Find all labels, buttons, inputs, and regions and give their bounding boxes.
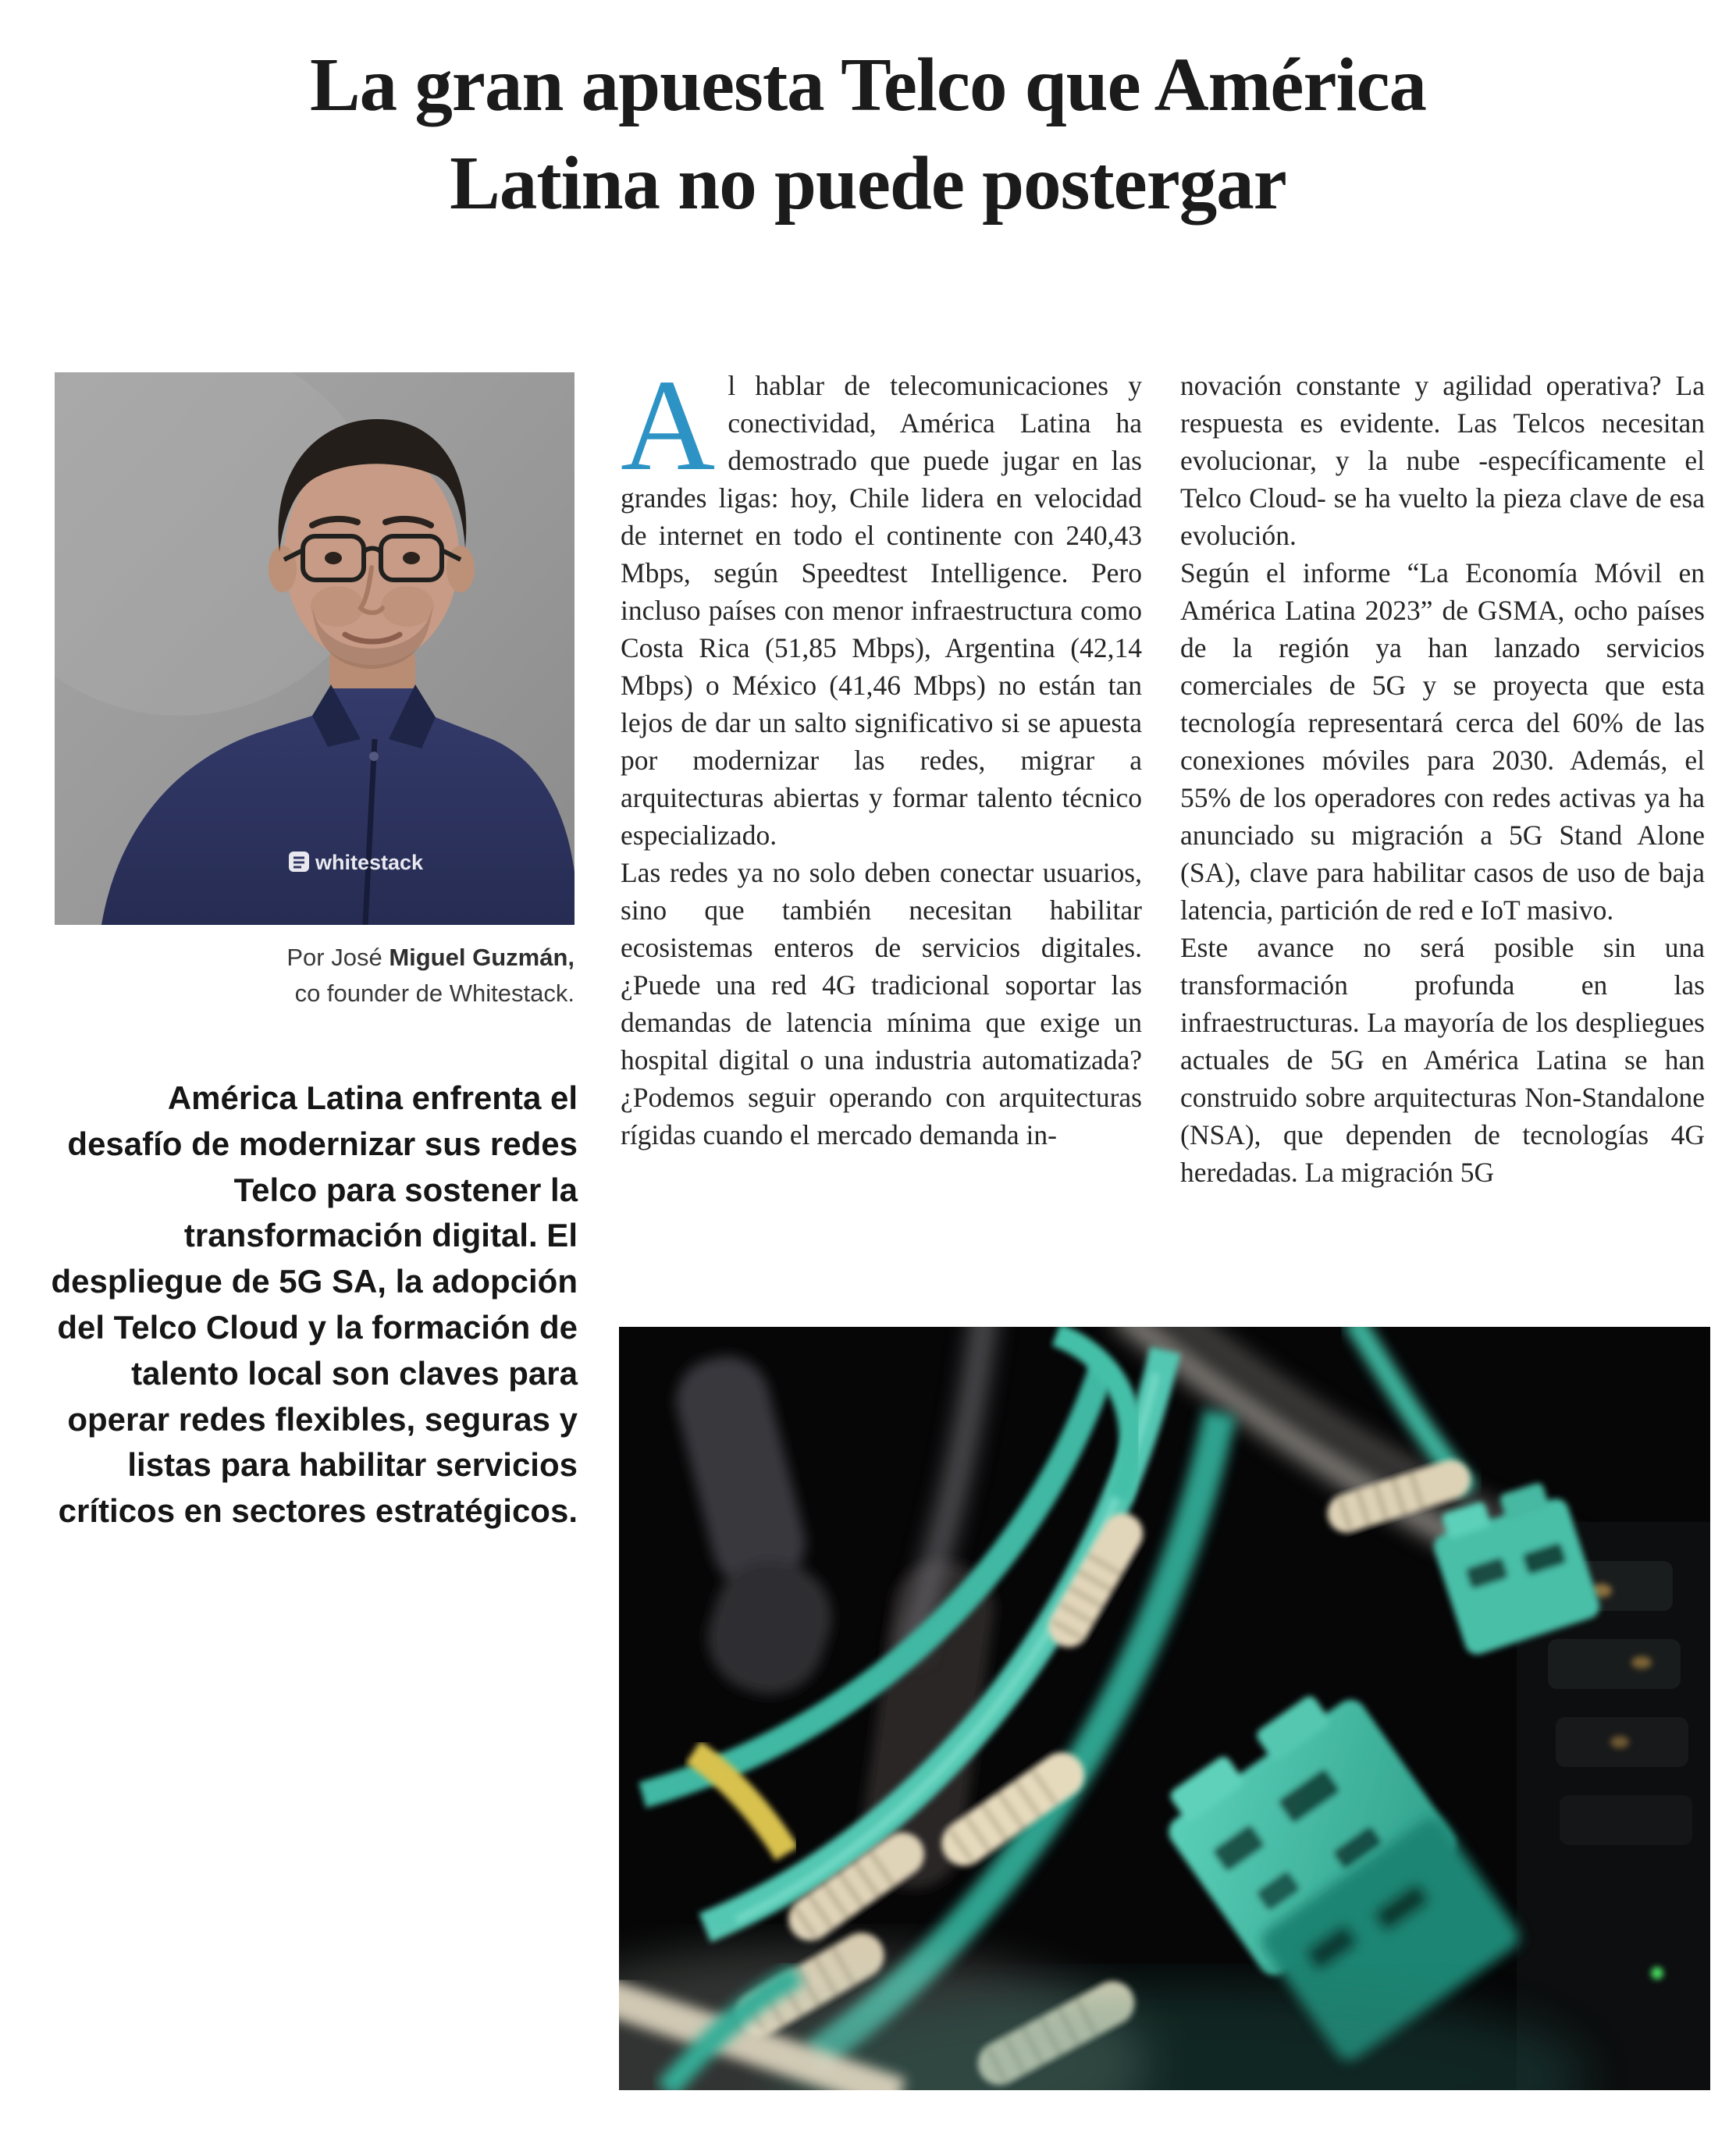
cables-illustration xyxy=(619,1327,1710,2090)
article-headline xyxy=(0,36,1736,233)
article-column-2 xyxy=(1180,367,1705,1191)
paragraph: Este avance no será posible sin una transformación profunda en las infraestructuras. La mayoría de los despliegues actuales de 5G en América Latina se han construido sobre arquitecturas Non-Standalone (NSA), que dependen de tecnologías 4G heredadas. La migración 5G xyxy=(1180,932,1705,1188)
portrait-illustration xyxy=(55,372,575,925)
photo-caption xyxy=(55,940,575,1012)
author-portrait-photo xyxy=(55,372,575,925)
caption-line-2: co founder de Whitestack. xyxy=(294,979,575,1007)
paragraph: novación constante y agilidad operativa? La respuesta es evidente. Las Telcos necesitan evolucionar, y la nube -específicamente el Telco Cloud- se ha vuelto la pieza clave de esa evolución. xyxy=(1180,370,1705,551)
headline-line-2: Latina no puede postergar xyxy=(450,141,1286,226)
jacket-logo-text: whitestack xyxy=(315,851,424,874)
caption-line-1: Por José Miguel Guzmán, xyxy=(286,944,575,971)
paragraph: Las redes ya no solo deben conectar usuarios, sino que también necesitan habilitar ecosistemas enteros de servicios digitales. ¿Puede una red 4G tradicional soportar las demandas de latencia mínima que exige un hospital digital o una industria automatizada? ¿Podemos seguir operando con arquitecturas rígidas cuando el mercado demanda in- xyxy=(621,857,1142,1150)
fiber-cables-photo xyxy=(619,1327,1710,2090)
headline-line-1: La gran apuesta Telco que América xyxy=(309,43,1427,126)
paragraph xyxy=(621,353,1142,854)
drop-cap: A xyxy=(621,353,716,498)
paragraph-text: l hablar de telecomunicaciones y conectividad, América Latina ha demostrado que puede jugar en las grandes ligas: hoy, Chile lidera en velocidad de internet en todo el continente con 240,43 Mbps, según Speedtest Intelligence. Pero incluso países con menor infraestructura como Costa Rica (51,85 Mbps), Argentina (42,14 Mbps) o México (41,46 Mbps) no están tan lejos de dar un salto significativo si se apuesta por modernizar las redes, migrar a arquitecturas abiertas y formar talento técnico especializado. xyxy=(621,370,1142,851)
paragraph: Según el informe “La Economía Móvil en América Latina 2023” de GSMA, ocho países de la región ya han lanzado servicios comerciales de 5G y se proyecta que esta tecnología representará cerca del 60% de las conexiones móviles para 2030. Además, el 55% de los operadores con redes activas ya ha anunciado su migración a 5G Stand Alone (SA), clave para habilitar casos de uso de baja latencia, partición de red e IoT masivo. xyxy=(1180,557,1705,926)
caption-author-name: Miguel Guzmán, xyxy=(389,944,575,971)
pull-quote: América Latina enfrenta el desafío de modernizar sus redes Telco para sostener la transformación digital. El despliegue de 5G SA, la adopción del Telco Cloud y la formación de talento local son claves para operar redes flexibles, seguras y listas para habilitar servicios críticos en sectores estratégicos. xyxy=(51,1079,578,1530)
article-column-1 xyxy=(621,353,1142,1154)
